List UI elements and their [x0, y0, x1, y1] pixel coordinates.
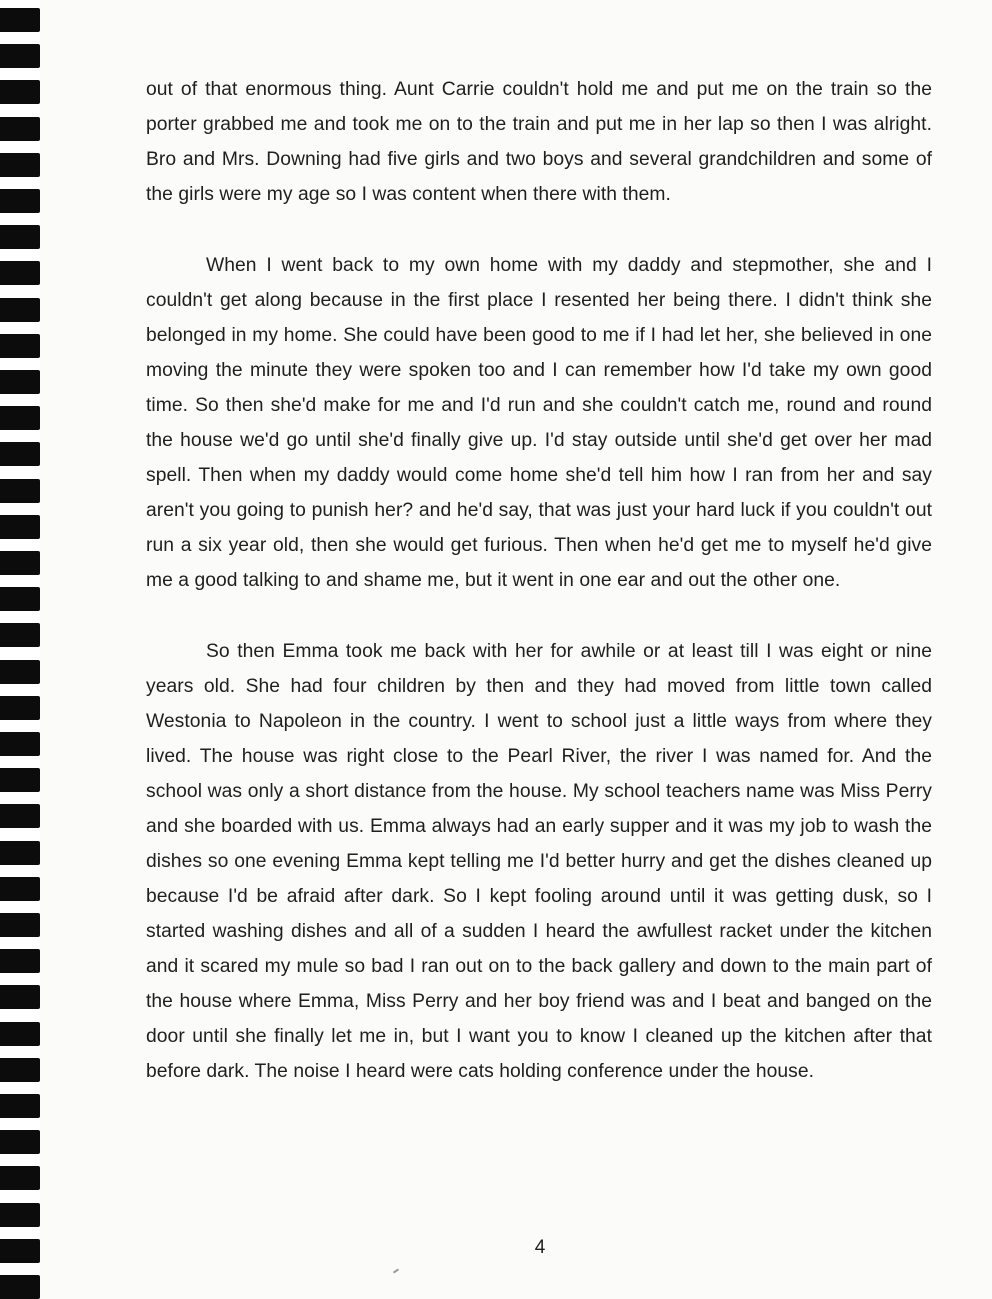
binding-hole: [0, 406, 40, 430]
binding-hole: [0, 1275, 40, 1299]
binding-hole: [0, 1130, 40, 1154]
binding-hole: [0, 913, 40, 937]
paragraph-3: So then Emma took me back with her for awhile or at least till I was eight or nine years old. She had four children by then and they had moved from little town called Westonia to Napoleon in the country. I went to school just a little ways from where they lived. The house was right close to the Pearl River, the river I was named for. And the school was only a short distance from the house. My school teachers name was Miss Perry and she boarded with us. Emma always had an early supper and it was my job to wash the dishes so one evening Emma kept telling me I'd better hurry and get the dishes cleaned up because I'd be afraid after dark. So I kept fooling around until it was getting dusk, so I started washing dishes and all of a sudden I heard the awfullest racket under the kitchen and it scared my mule so bad I ran out on to the back gallery and down to the main part of the house where Emma, Miss Perry and her boy friend was and I beat and banged on the door until she finally let me in, but I want you to know I cleaned up the kitchen after that before dark. The noise I heard were cats holding conference under the house.: [146, 641, 932, 1082]
binding-hole: [0, 298, 40, 322]
binding-hole: [0, 334, 40, 358]
binding-hole: [0, 660, 40, 684]
binding-hole: [0, 1203, 40, 1227]
binding-hole: [0, 117, 40, 141]
binding-hole: [0, 80, 40, 104]
binding-hole: [0, 587, 40, 611]
spiral-binding: [0, 0, 40, 1292]
binding-hole: [0, 732, 40, 756]
binding-hole: [0, 841, 40, 865]
binding-hole: [0, 8, 40, 32]
binding-hole: [0, 768, 40, 792]
binding-hole: [0, 153, 40, 177]
paragraph-2: When I went back to my own home with my daddy and stepmother, she and I couldn't get along because in the first place I resented her being there. I didn't think she belonged in my home. She could have been good to me if I had let her, she believed in one moving the minute they were spoken too and I can remember how I'd take my own good time. So then she'd make for me and I'd run and she couldn't catch me, round and round the house we'd go until she'd finally give up. I'd stay outside until she'd get over her mad spell. Then when my daddy would come home she'd tell him how I ran from her and say aren't you going to punish her? and he'd say, that was just your hard luck if you couldn't out run a six year old, then she would get furious. Then when he'd get me to myself he'd give me a good talking to and shame me, but it went in one ear and out the other one.: [146, 255, 932, 591]
binding-hole: [0, 949, 40, 973]
paragraph-1: out of that enormous thing. Aunt Carrie couldn't hold me and put me on the train so the porter grabbed me and took me on to the train and put me in her lap so then I was alright. Bro and Mrs. Downing had five girls and two boys and several grandchildren and some of the girls were my age so I was content when there with them.: [146, 79, 932, 205]
binding-hole: [0, 44, 40, 68]
binding-hole: [0, 1166, 40, 1190]
binding-hole: [0, 189, 40, 213]
binding-hole: [0, 551, 40, 575]
binding-hole: [0, 696, 40, 720]
binding-hole: [0, 1239, 40, 1263]
binding-hole: [0, 804, 40, 828]
binding-hole: [0, 261, 40, 285]
binding-hole: [0, 1022, 40, 1046]
binding-hole: [0, 1094, 40, 1118]
paper-speck: [393, 1268, 399, 1273]
binding-hole: [0, 515, 40, 539]
binding-hole: [0, 877, 40, 901]
binding-hole: [0, 225, 40, 249]
binding-hole: [0, 1058, 40, 1082]
binding-hole: [0, 442, 40, 466]
binding-hole: [0, 370, 40, 394]
binding-hole: [0, 479, 40, 503]
binding-hole: [0, 623, 40, 647]
page-number: 4: [534, 1237, 546, 1258]
document-body: [146, 72, 932, 1089]
binding-hole: [0, 985, 40, 1009]
